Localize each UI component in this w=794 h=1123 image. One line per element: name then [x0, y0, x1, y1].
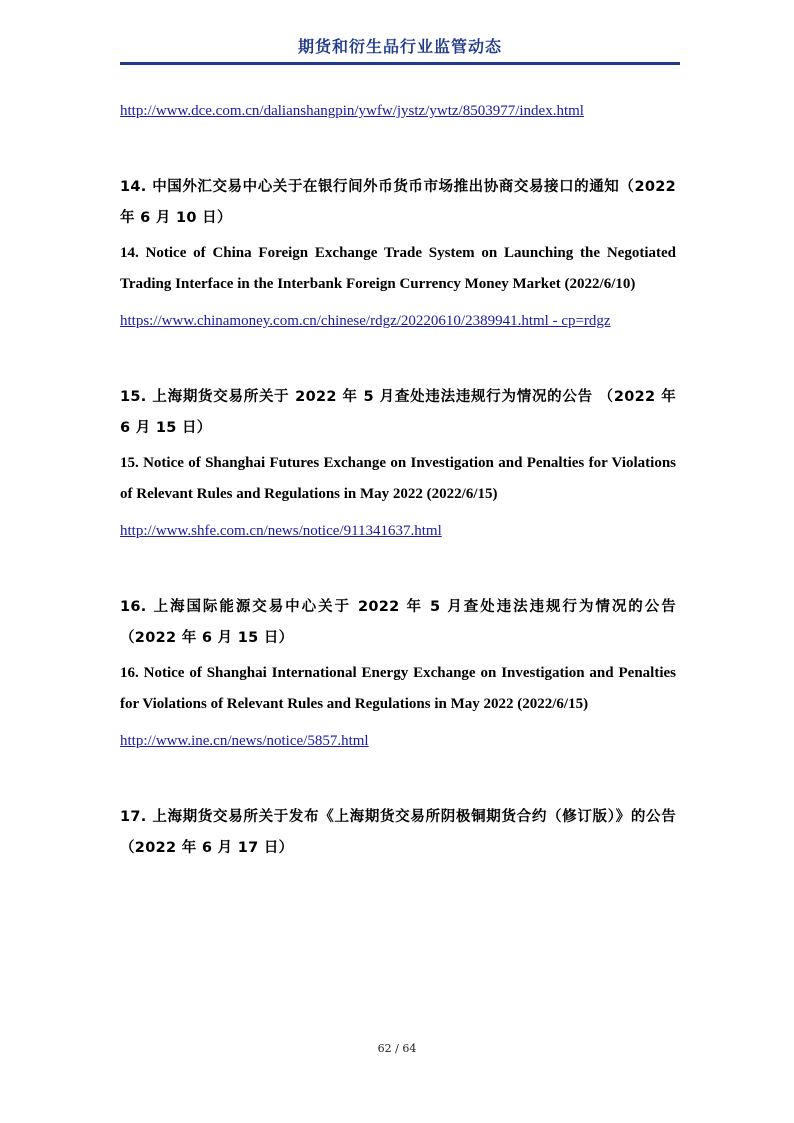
notice-link[interactable]: http://www.dce.com.cn/dalianshangpin/ywfw/jystz/ywtz/8503977/index.html — [120, 103, 584, 119]
page-number: 62 / 64 — [377, 1042, 417, 1055]
notice-link[interactable]: https://www.chinamoney.com.cn/chinese/rdgz/20220610/2389941.html - cp=rdgz — [120, 313, 611, 329]
notice-title-zh: 17. 上海期货交易所关于发布《上海期货交易所阴极铜期货合约（修订版）》的公告 （2022 年 6 月 17 日） — [120, 809, 676, 856]
notice-title-zh: 16. 上海国际能源交易中心关于 2022 年 5 月查处违法违规行为情况的公告（2022 年 6 月 15 日） — [120, 599, 676, 646]
document-body — [120, 100, 676, 864]
notice-link[interactable]: http://www.ine.cn/news/notice/5857.html — [120, 733, 369, 749]
notice-title-en: 16. Notice of Shanghai International Energy Exchange on Investigation and Penalties for Violations of Relevant Rules and Regulations in May 2022 (2022/6/15) — [120, 665, 676, 712]
notice-title-en: 14. Notice of China Foreign Exchange Trade System on Launching the Negotiated Trading Interface in the Interbank Foreign Currency Money Market (2022/6/10) — [120, 245, 676, 292]
notice-link[interactable]: http://www.shfe.com.cn/news/notice/911341637.html — [120, 523, 442, 539]
notice-title-en: 15. Notice of Shanghai Futures Exchange on Investigation and Penalties for Violations of Relevant Rules and Regulations in May 2022 (2022/6/15) — [120, 455, 676, 502]
header-title: 期货和衍生品行业监管动态 — [297, 37, 502, 56]
page-header — [120, 34, 680, 65]
notice-title-zh: 15. 上海期货交易所关于 2022 年 5 月查处违法违规行为情况的公告 （2022 年 6 月 15 日） — [120, 389, 676, 436]
notice-title-zh: 14. 中国外汇交易中心关于在银行间外币货币市场推出协商交易接口的通知（2022 年 6 月 10 日） — [120, 179, 676, 226]
